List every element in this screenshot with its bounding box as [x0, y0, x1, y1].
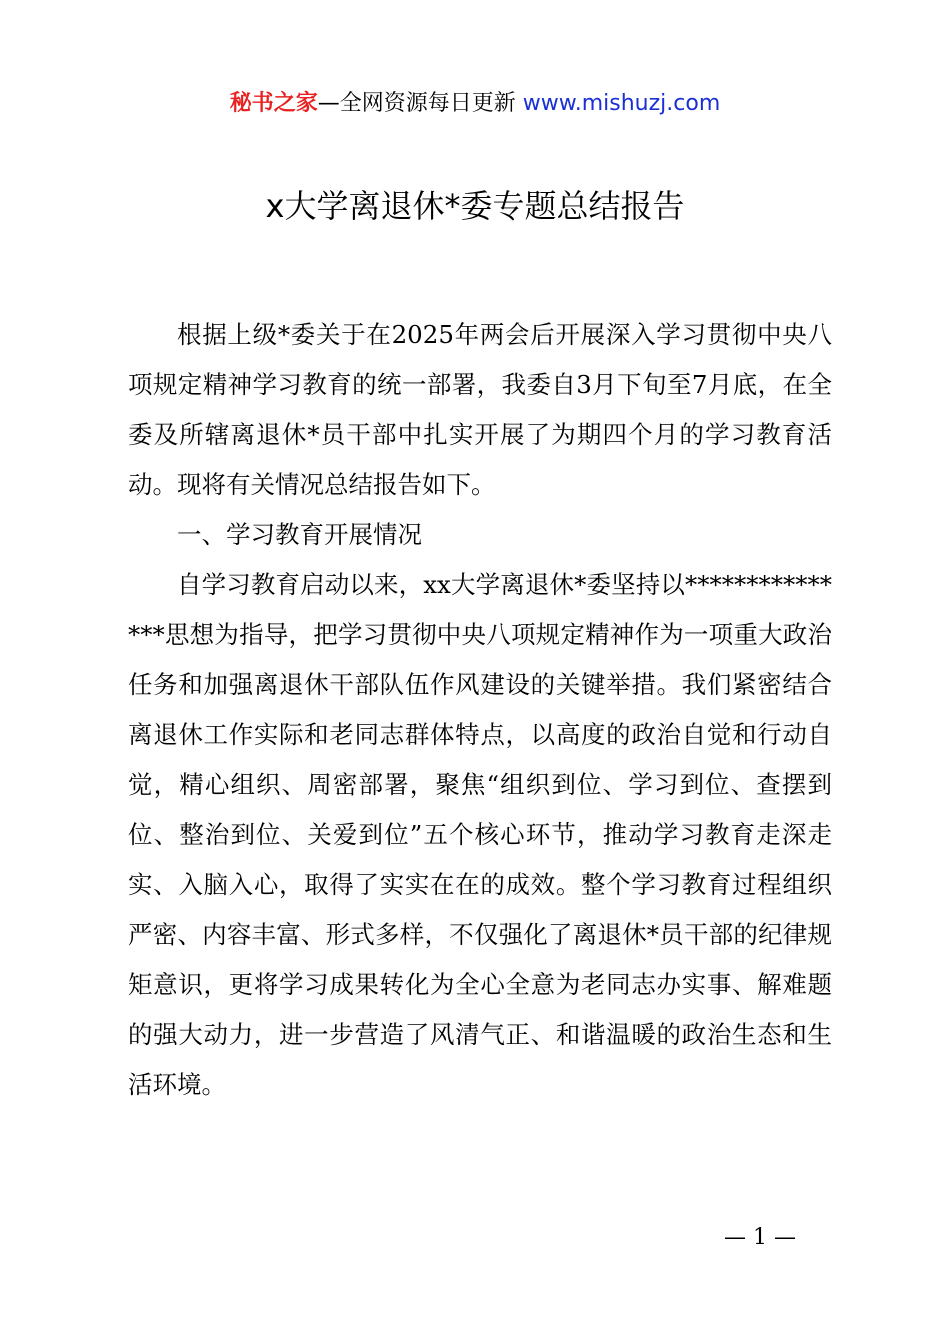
- section-heading: 一、学习教育开展情况: [177, 520, 422, 549]
- intro-paragraph: 根据上级*委关于在2025年两会后开展深入学习贯彻中央八项规定精神学习教育的统一部署，我委自3月下旬至7月底，在全委及所辖离退休*员干部中扎实开展了为期四个月的学习教育活动。现将有关情况总结报告如下。: [128, 320, 832, 499]
- page-number: — 1 —: [724, 1225, 796, 1250]
- site-url-link[interactable]: www.mishuzj.com: [522, 91, 721, 116]
- document-body: [128, 310, 832, 1110]
- site-brand: 秘书之家: [229, 91, 318, 116]
- site-slogan: —全网资源每日更新: [317, 91, 523, 116]
- body-paragraph: 自学习教育启动以来，xx大学离退休*委坚持以***************思想为指导，把学习贯彻中央八项规定精神作为一项重大政治任务和加强离退休干部队伍作风建设的关键举措。我们紧密结合离退休工作实际和老同志群体特点，以高度的政治自觉和行动自觉，精心组织、周密部署，聚焦“组织到位、学习到位、查摆到位、整治到位、关爱到位”五个核心环节，推动学习教育走深走实、入脑入心，取得了实实在在的成效。整个学习教育过程组织严密、内容丰富、形式多样，不仅强化了离退休*员干部的纪律规矩意识，更将学习成果转化为全心全意为老同志办实事、解难题的强大动力，进一步营造了风清气正、和谐温暖的政治生态和生活环境。: [128, 570, 832, 1099]
- site-header: [0, 88, 950, 120]
- document-title: x大学离退休*委专题总结报告: [265, 187, 685, 225]
